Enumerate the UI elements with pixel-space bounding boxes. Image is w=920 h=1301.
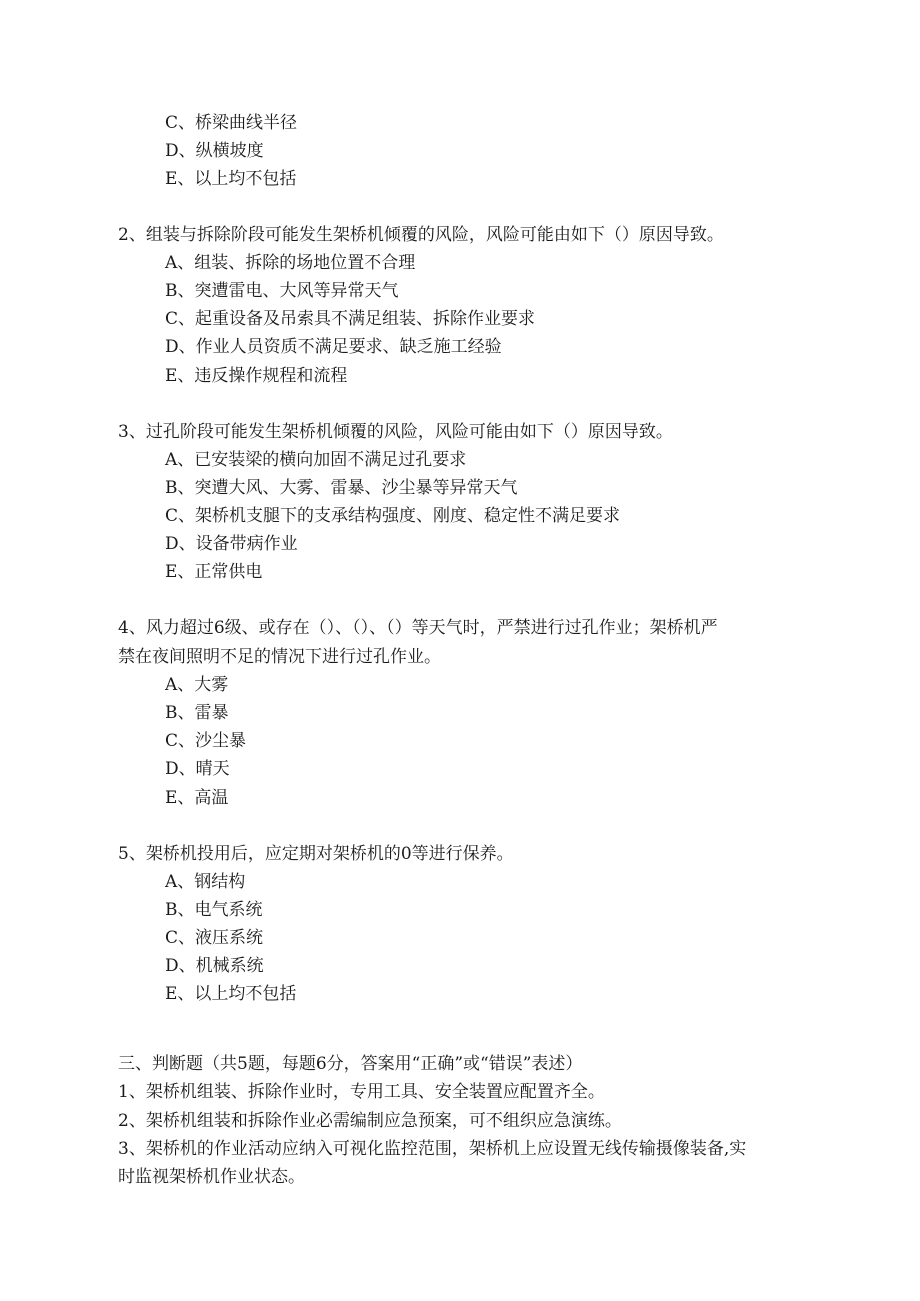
option-a: A、钢结构 xyxy=(165,872,246,892)
question-4-stem-continued: 禁在夜间照明不足的情况下进行过孔作业。 xyxy=(118,647,441,667)
option-b: B、突遭雷电、大风等异常天气 xyxy=(165,281,399,301)
option-e: E、以上均不包括 xyxy=(165,984,297,1004)
question-5-stem: 5、架桥机投用后，应定期对架桥机的0等进行保养。 xyxy=(118,844,514,864)
option-a: A、大雾 xyxy=(165,675,229,695)
option-d: D、纵横坡度 xyxy=(165,141,264,161)
judgment-item-3: 3、架桥机的作业活动应纳入可视化监控范围，架桥机上应设置无线传输摄像装备,实 xyxy=(118,1139,747,1159)
judgment-item-1: 1、架桥机组装、拆除作业时，专用工具、安全装置应配置齐全。 xyxy=(118,1082,605,1102)
option-c: C、架桥机支腿下的支承结构强度、刚度、稳定性不满足要求 xyxy=(165,506,621,526)
option-c: C、起重设备及吊索具不满足组装、拆除作业要求 xyxy=(165,309,536,329)
option-b: B、突遭大风、大雾、雷暴、沙尘暴等异常天气 xyxy=(165,478,518,498)
judgment-item-2: 2、架桥机组装和拆除作业必需编制应急预案，可不组织应急演练。 xyxy=(118,1111,622,1131)
section-heading: 三、判断题（共5题，每题6分，答案用“正确”或“错误”表述） xyxy=(118,1054,583,1074)
judgment-item-3-continued: 时监视架桥机作业状态。 xyxy=(118,1167,305,1187)
option-d: D、机械系统 xyxy=(165,956,264,976)
option-b: B、电气系统 xyxy=(165,900,263,920)
option-d: D、作业人员资质不满足要求、缺乏施工经验 xyxy=(165,337,502,357)
option-d: D、晴天 xyxy=(165,759,230,779)
option-c: C、桥梁曲线半径 xyxy=(165,113,298,133)
option-e: E、以上均不包括 xyxy=(165,169,297,189)
question-2-stem: 2、组装与拆除阶段可能发生架桥机倾覆的风险，风险可能由如下（）原因导致。 xyxy=(118,225,724,245)
option-d: D、设备带病作业 xyxy=(165,534,298,554)
option-c: C、液压系统 xyxy=(165,928,264,948)
option-b: B、雷暴 xyxy=(165,703,229,723)
option-c: C、沙尘暴 xyxy=(165,731,247,751)
question-3-stem: 3、过孔阶段可能发生架桥机倾覆的风险，风险可能由如下（）原因导致。 xyxy=(118,422,673,442)
option-a: A、已安装梁的横向加固不满足过孔要求 xyxy=(165,450,467,470)
option-e: E、高温 xyxy=(165,788,229,808)
question-4-stem: 4、风力超过6级、或存在（）、（）、（）等天气时，严禁进行过孔作业；架桥机严 xyxy=(118,618,718,638)
option-e: E、违反操作规程和流程 xyxy=(165,366,348,386)
option-e: E、正常供电 xyxy=(165,562,263,582)
option-a: A、组装、拆除的场地位置不合理 xyxy=(165,253,416,273)
